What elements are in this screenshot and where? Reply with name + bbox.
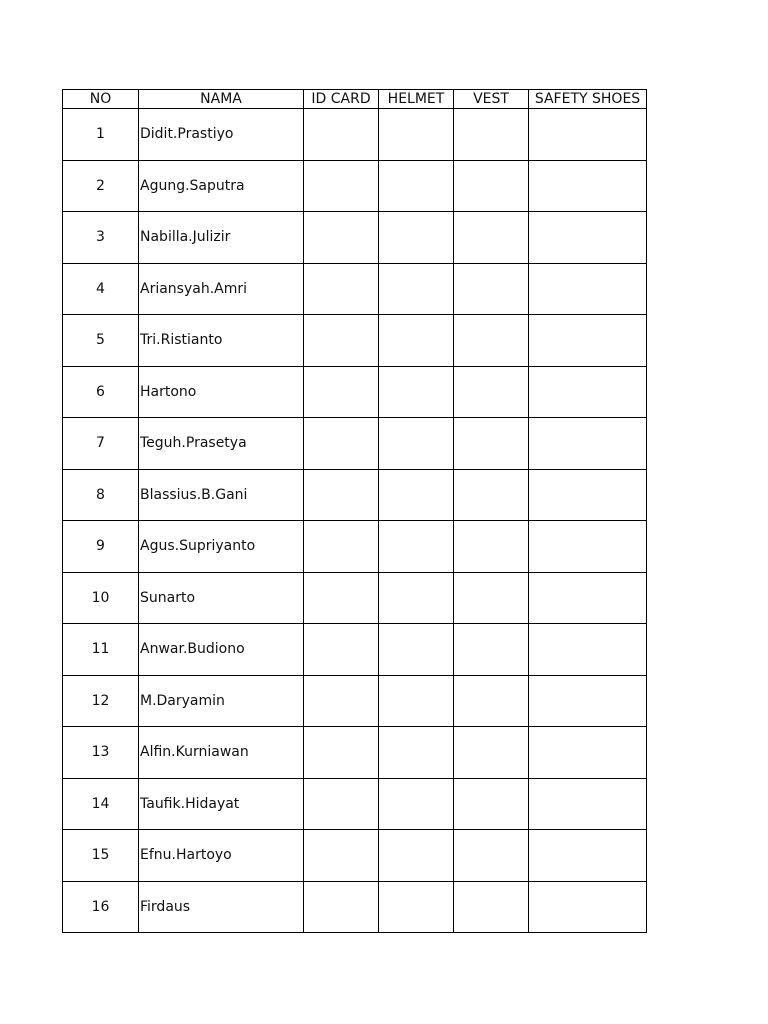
worker-name: Blassius.B.Gani — [139, 469, 304, 521]
safety-equipment-table — [62, 89, 647, 933]
safety-shoes-check-cell[interactable] — [529, 212, 647, 264]
id-card-check-cell[interactable] — [304, 830, 379, 882]
id-card-check-cell[interactable] — [304, 212, 379, 264]
safety-shoes-check-cell[interactable] — [529, 830, 647, 882]
column-header-no: NO — [63, 90, 139, 109]
id-card-check-cell[interactable] — [304, 109, 379, 161]
row-number: 7 — [63, 418, 139, 470]
vest-check-cell[interactable] — [454, 160, 529, 212]
safety-shoes-check-cell[interactable] — [529, 418, 647, 470]
helmet-check-cell[interactable] — [379, 418, 454, 470]
header-row — [63, 90, 647, 109]
helmet-check-cell[interactable] — [379, 315, 454, 367]
id-card-check-cell[interactable] — [304, 469, 379, 521]
worker-name: Alfin.Kurniawan — [139, 727, 304, 779]
safety-shoes-check-cell[interactable] — [529, 881, 647, 933]
vest-check-cell[interactable] — [454, 212, 529, 264]
table-row — [63, 675, 647, 727]
row-number: 1 — [63, 109, 139, 161]
table-row — [63, 315, 647, 367]
table-row — [63, 778, 647, 830]
vest-check-cell[interactable] — [454, 727, 529, 779]
helmet-check-cell[interactable] — [379, 881, 454, 933]
table-row — [63, 418, 647, 470]
table-row — [63, 160, 647, 212]
column-header-safety-shoes: SAFETY SHOES — [529, 90, 647, 109]
row-number: 9 — [63, 521, 139, 573]
id-card-check-cell[interactable] — [304, 366, 379, 418]
column-header-id-card: ID CARD — [304, 90, 379, 109]
helmet-check-cell[interactable] — [379, 624, 454, 676]
helmet-check-cell[interactable] — [379, 572, 454, 624]
column-header-helmet: HELMET — [379, 90, 454, 109]
vest-check-cell[interactable] — [454, 572, 529, 624]
safety-shoes-check-cell[interactable] — [529, 778, 647, 830]
row-number: 6 — [63, 366, 139, 418]
worker-name: Sunarto — [139, 572, 304, 624]
id-card-check-cell[interactable] — [304, 521, 379, 573]
vest-check-cell[interactable] — [454, 418, 529, 470]
id-card-check-cell[interactable] — [304, 572, 379, 624]
table-row — [63, 469, 647, 521]
vest-check-cell[interactable] — [454, 624, 529, 676]
id-card-check-cell[interactable] — [304, 881, 379, 933]
helmet-check-cell[interactable] — [379, 727, 454, 779]
helmet-check-cell[interactable] — [379, 109, 454, 161]
table-row — [63, 881, 647, 933]
worker-name: Anwar.Budiono — [139, 624, 304, 676]
worker-name: Hartono — [139, 366, 304, 418]
row-number: 3 — [63, 212, 139, 264]
id-card-check-cell[interactable] — [304, 263, 379, 315]
vest-check-cell[interactable] — [454, 109, 529, 161]
safety-shoes-check-cell[interactable] — [529, 521, 647, 573]
safety-shoes-check-cell[interactable] — [529, 160, 647, 212]
vest-check-cell[interactable] — [454, 366, 529, 418]
helmet-check-cell[interactable] — [379, 469, 454, 521]
row-number: 8 — [63, 469, 139, 521]
worker-name: Agung.Saputra — [139, 160, 304, 212]
vest-check-cell[interactable] — [454, 778, 529, 830]
helmet-check-cell[interactable] — [379, 830, 454, 882]
row-number: 4 — [63, 263, 139, 315]
id-card-check-cell[interactable] — [304, 624, 379, 676]
id-card-check-cell[interactable] — [304, 315, 379, 367]
row-number: 11 — [63, 624, 139, 676]
id-card-check-cell[interactable] — [304, 675, 379, 727]
safety-shoes-check-cell[interactable] — [529, 572, 647, 624]
helmet-check-cell[interactable] — [379, 521, 454, 573]
safety-shoes-check-cell[interactable] — [529, 109, 647, 161]
table-row — [63, 572, 647, 624]
worker-name: Taufik.Hidayat — [139, 778, 304, 830]
vest-check-cell[interactable] — [454, 881, 529, 933]
row-number: 12 — [63, 675, 139, 727]
vest-check-cell[interactable] — [454, 830, 529, 882]
column-header-vest: VEST — [454, 90, 529, 109]
row-number: 10 — [63, 572, 139, 624]
table-row — [63, 521, 647, 573]
table-row — [63, 727, 647, 779]
table-row — [63, 624, 647, 676]
worker-name: Teguh.Prasetya — [139, 418, 304, 470]
worker-name: Tri.Ristianto — [139, 315, 304, 367]
table-row — [63, 366, 647, 418]
helmet-check-cell[interactable] — [379, 263, 454, 315]
safety-shoes-check-cell[interactable] — [529, 263, 647, 315]
worker-name: Firdaus — [139, 881, 304, 933]
id-card-check-cell[interactable] — [304, 778, 379, 830]
id-card-check-cell[interactable] — [304, 418, 379, 470]
helmet-check-cell[interactable] — [379, 160, 454, 212]
worker-name: Agus.Supriyanto — [139, 521, 304, 573]
safety-shoes-check-cell[interactable] — [529, 315, 647, 367]
table-row — [63, 109, 647, 161]
worker-name: Ariansyah.Amri — [139, 263, 304, 315]
table-row — [63, 830, 647, 882]
worker-name: Efnu.Hartoyo — [139, 830, 304, 882]
table-row — [63, 212, 647, 264]
helmet-check-cell[interactable] — [379, 778, 454, 830]
helmet-check-cell[interactable] — [379, 212, 454, 264]
vest-check-cell[interactable] — [454, 675, 529, 727]
safety-shoes-check-cell[interactable] — [529, 624, 647, 676]
row-number: 13 — [63, 727, 139, 779]
id-card-check-cell[interactable] — [304, 160, 379, 212]
vest-check-cell[interactable] — [454, 469, 529, 521]
row-number: 14 — [63, 778, 139, 830]
attendance-sheet — [62, 89, 647, 933]
row-number: 2 — [63, 160, 139, 212]
row-number: 5 — [63, 315, 139, 367]
id-card-check-cell[interactable] — [304, 727, 379, 779]
helmet-check-cell[interactable] — [379, 675, 454, 727]
vest-check-cell[interactable] — [454, 263, 529, 315]
helmet-check-cell[interactable] — [379, 366, 454, 418]
column-header-nama: NAMA — [139, 90, 304, 109]
row-number: 16 — [63, 881, 139, 933]
safety-shoes-check-cell[interactable] — [529, 727, 647, 779]
table-body — [63, 109, 647, 933]
table-row — [63, 263, 647, 315]
safety-shoes-check-cell[interactable] — [529, 675, 647, 727]
worker-name: Didit.Prastiyo — [139, 109, 304, 161]
safety-shoes-check-cell[interactable] — [529, 469, 647, 521]
vest-check-cell[interactable] — [454, 315, 529, 367]
worker-name: M.Daryamin — [139, 675, 304, 727]
row-number: 15 — [63, 830, 139, 882]
worker-name: Nabilla.Julizir — [139, 212, 304, 264]
vest-check-cell[interactable] — [454, 521, 529, 573]
safety-shoes-check-cell[interactable] — [529, 366, 647, 418]
